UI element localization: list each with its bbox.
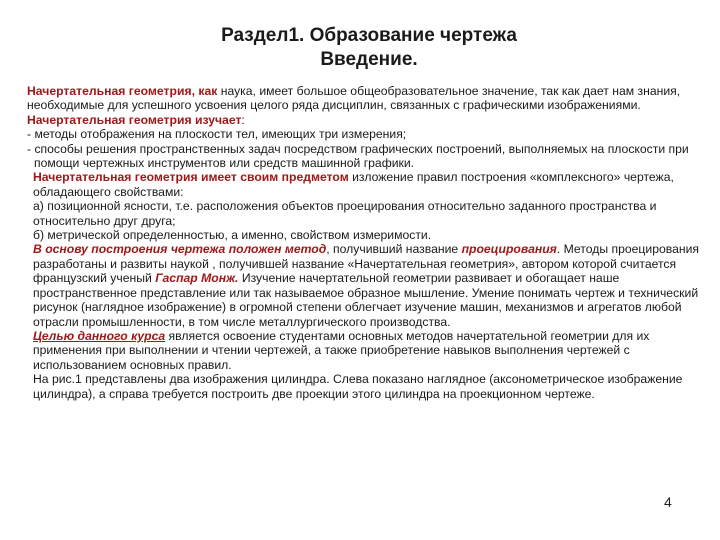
term-highlight: В основу построения чертежа положен метод: [33, 242, 327, 257]
paragraph-text: :: [241, 112, 245, 127]
paragraph-intro: [27, 84, 705, 113]
paragraph-text: наука, имеет большое общеобразовательное значение, так как дает нам знания, необходимые для успешного усвоения целого ряда дисциплин, связанных с графическими изображениями.: [27, 84, 681, 113]
paragraph-text: изложение правил построения «комплексного» чертежа, обладающего свойствами:: [33, 170, 674, 199]
title-line-1: Раздел1. Образование чертежа: [221, 25, 517, 46]
term-highlight: Начертательная геометрия изучает: [27, 112, 242, 127]
paragraph-text: . Методы проецирования разработаны и развиты наукой , получившей название «Начертательная геометрия», автором которой считается французский ученый: [33, 242, 700, 286]
paragraph-figure: На рис.1 представлены два изображения цилиндра. Слева показано наглядное (аксонометрическое изображение цилиндра), а справа требуется построить две проекции этого цилиндра на проекционном чертеже.: [33, 372, 683, 401]
author-name: Гаспар Монж.: [155, 271, 239, 286]
title-line-2: Введение.: [320, 49, 418, 70]
body-text: [27, 84, 705, 401]
paragraph-text: является освоение студентами основных методов начертательной геометрии для их применения при выполнении и чтении чертежей, а также приобретение навыков выполнения чертежей с использованием основных правил.: [33, 328, 650, 372]
list-item: - способы решения пространственных задач посредством графических построений, выполняемых на плоскости при помощи чертежных инструментов или средств машинной графики.: [27, 141, 689, 171]
paragraph-text: , получивший название: [326, 242, 462, 257]
page-title: [0, 24, 720, 72]
paragraph-text: Изучение начертательной геометрии развивает и обогащает наше пространственное представление или так называемое образное мышление. Умение понимать чертеж и технический рисунок (наглядное изображение) в огромной степени облегчает изучение машин, механизмов и агрегатов любой отрасли промышленности, в том числе металлургического производства.: [33, 271, 699, 329]
term-highlight: Целью данного курса: [33, 328, 166, 343]
paragraph-subject: [27, 170, 705, 199]
paragraph-method: [27, 242, 705, 328]
property-item: а) позиционной ясности, т.е. расположения объектов проецирования относительно заданного пространства и относительно друг друга;: [33, 199, 657, 228]
term-highlight: Начертательная геометрия, как: [27, 84, 218, 98]
term-highlight: проецирования: [461, 242, 557, 257]
list-item: - методы отображения на плоскости тел, имеющих три измерения;: [27, 127, 407, 142]
paragraph-goal: [27, 329, 705, 372]
term-highlight: Начертательная геометрия имеет своим предметом: [33, 170, 349, 185]
paragraph-studies: [27, 113, 705, 127]
property-item: б) метрической определенностью, а именно, свойством измеримости.: [33, 228, 432, 243]
page-number: 4: [664, 494, 672, 510]
